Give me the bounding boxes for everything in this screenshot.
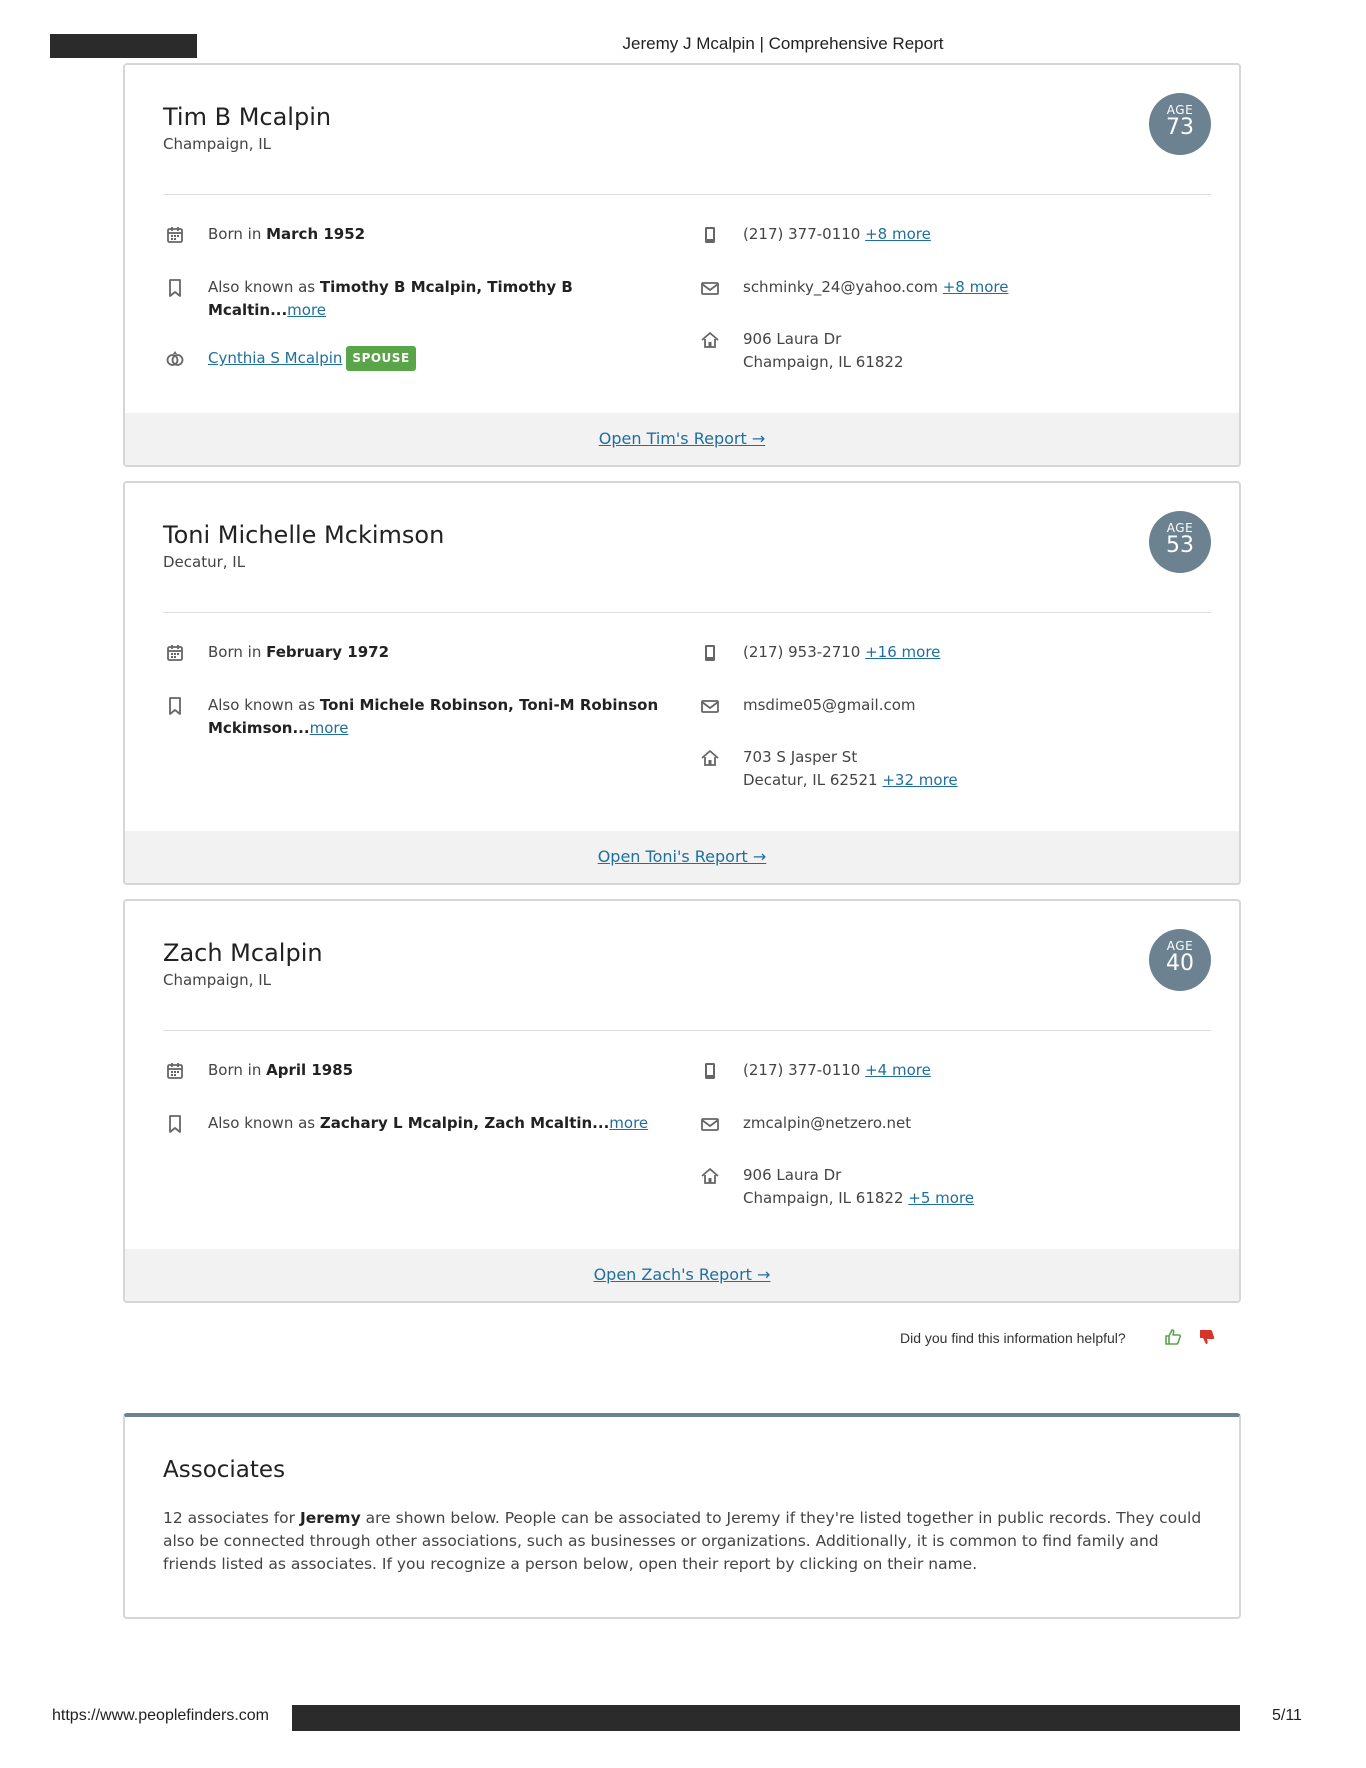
person-name: Zach Mcalpin bbox=[163, 939, 323, 967]
open-report-link[interactable]: Open Toni's Report → bbox=[597, 847, 767, 866]
age-label: AGE bbox=[1166, 103, 1194, 117]
aka-more-link[interactable]: more bbox=[609, 1114, 649, 1132]
age-badge bbox=[1149, 929, 1211, 991]
email-more-link[interactable]: +8 more bbox=[942, 278, 1009, 296]
address-more-link[interactable]: +32 more bbox=[882, 771, 958, 789]
person-name: Tim B Mcalpin bbox=[163, 103, 332, 131]
associates-description: 12 associates for Jeremy are shown below. People can be associated to Jeremy if they're listed together in public records. They could also be connected through other associations, such as businesses or organizations. Additionally, it is common to find family and friends listed as associates. If you recognize a person below, open their report by clicking on their name. bbox=[163, 1509, 1202, 1573]
person-location: Decatur, IL bbox=[163, 553, 246, 571]
relative-link[interactable]: Cynthia S Mcalpin bbox=[208, 349, 343, 367]
thumbs-up-icon[interactable] bbox=[1163, 1327, 1183, 1347]
calendar-icon bbox=[165, 1061, 185, 1081]
age-value: 73 bbox=[1166, 115, 1194, 140]
house-icon bbox=[700, 1166, 720, 1186]
envelope-icon bbox=[700, 1114, 720, 1134]
phone-icon bbox=[700, 225, 720, 245]
card-footer bbox=[125, 1249, 1239, 1301]
bookmark-icon bbox=[165, 1114, 185, 1134]
phone-icon bbox=[700, 1061, 720, 1081]
phone-more-link[interactable]: +8 more bbox=[865, 225, 931, 243]
person-name: Toni Michelle Mckimson bbox=[163, 521, 445, 549]
open-report-link[interactable]: Open Tim's Report → bbox=[598, 429, 766, 448]
age-label: AGE bbox=[1166, 521, 1194, 535]
page-title: Jeremy J Mcalpin | Comprehensive Report bbox=[622, 34, 944, 53]
age-value: 40 bbox=[1166, 951, 1194, 976]
bookmark-icon bbox=[165, 696, 185, 716]
spouse-badge: SPOUSE bbox=[346, 346, 415, 371]
aka-more-link[interactable]: more bbox=[309, 719, 349, 737]
thumbs-down-icon[interactable] bbox=[1197, 1327, 1217, 1347]
feedback-question: Did you find this information helpful? bbox=[900, 1330, 1126, 1346]
age-badge bbox=[1149, 93, 1211, 155]
bookmark-icon bbox=[165, 278, 185, 298]
house-icon bbox=[700, 748, 720, 768]
age-badge bbox=[1149, 511, 1211, 573]
phone-more-link[interactable]: +4 more bbox=[865, 1061, 931, 1079]
calendar-icon bbox=[165, 643, 185, 663]
address-more-link[interactable]: +5 more bbox=[908, 1189, 975, 1207]
age-label: AGE bbox=[1166, 939, 1194, 953]
calendar-icon bbox=[165, 225, 185, 245]
associates-section bbox=[123, 1413, 1241, 1619]
card-footer bbox=[125, 413, 1239, 465]
person-card: Tim B Mcalpin Champaign, IL AGE 73 Born in March 1952 Also known as Timothy B Mcalpin, Timothy B Mcaltin...more Cynthia S Mcalpin SPOUSE (217) 377-0110 +8 more schminky_24@yahoo.com +8 more 906 Laura Dr Champaign, IL 61822 Open Tim's Report → bbox=[123, 63, 1241, 467]
card-footer bbox=[125, 831, 1239, 883]
person-card: Zach Mcalpin Champaign, IL AGE 40 Born in April 1985 Also known as Zachary L Mcalpin, Zach Mcaltin...more (217) 377-0110 +4 more zmcalpin@netzero.net 906 Laura Dr Champaign, IL 61822 +5 more Open Zach's Report → bbox=[123, 899, 1241, 1303]
age-value: 53 bbox=[1166, 533, 1194, 558]
redaction-bar-bottom bbox=[292, 1705, 1240, 1731]
person-location: Champaign, IL bbox=[163, 971, 272, 989]
person-card: Toni Michelle Mckimson Decatur, IL AGE 53 Born in February 1972 Also known as Toni Michele Robinson, Toni-M Robinson Mckimson...more (217) 953-2710 +16 more msdime05@gmail.com 703 S Jasper St Decatur, IL 62521 +32 more Open Toni's Report → bbox=[123, 481, 1241, 885]
associates-title: Associates bbox=[163, 1457, 286, 1483]
person-location: Champaign, IL bbox=[163, 135, 272, 153]
house-icon bbox=[700, 330, 720, 350]
phone-icon bbox=[700, 643, 720, 663]
phone-more-link[interactable]: +16 more bbox=[865, 643, 941, 661]
aka-more-link[interactable]: more bbox=[287, 301, 327, 319]
page-number: 5/11 bbox=[1272, 1707, 1302, 1724]
envelope-icon bbox=[700, 696, 720, 716]
footer-url: https://www.peoplefinders.com bbox=[52, 1707, 269, 1724]
open-report-link[interactable]: Open Zach's Report → bbox=[593, 1265, 771, 1284]
rings-icon bbox=[165, 348, 185, 368]
envelope-icon bbox=[700, 278, 720, 298]
